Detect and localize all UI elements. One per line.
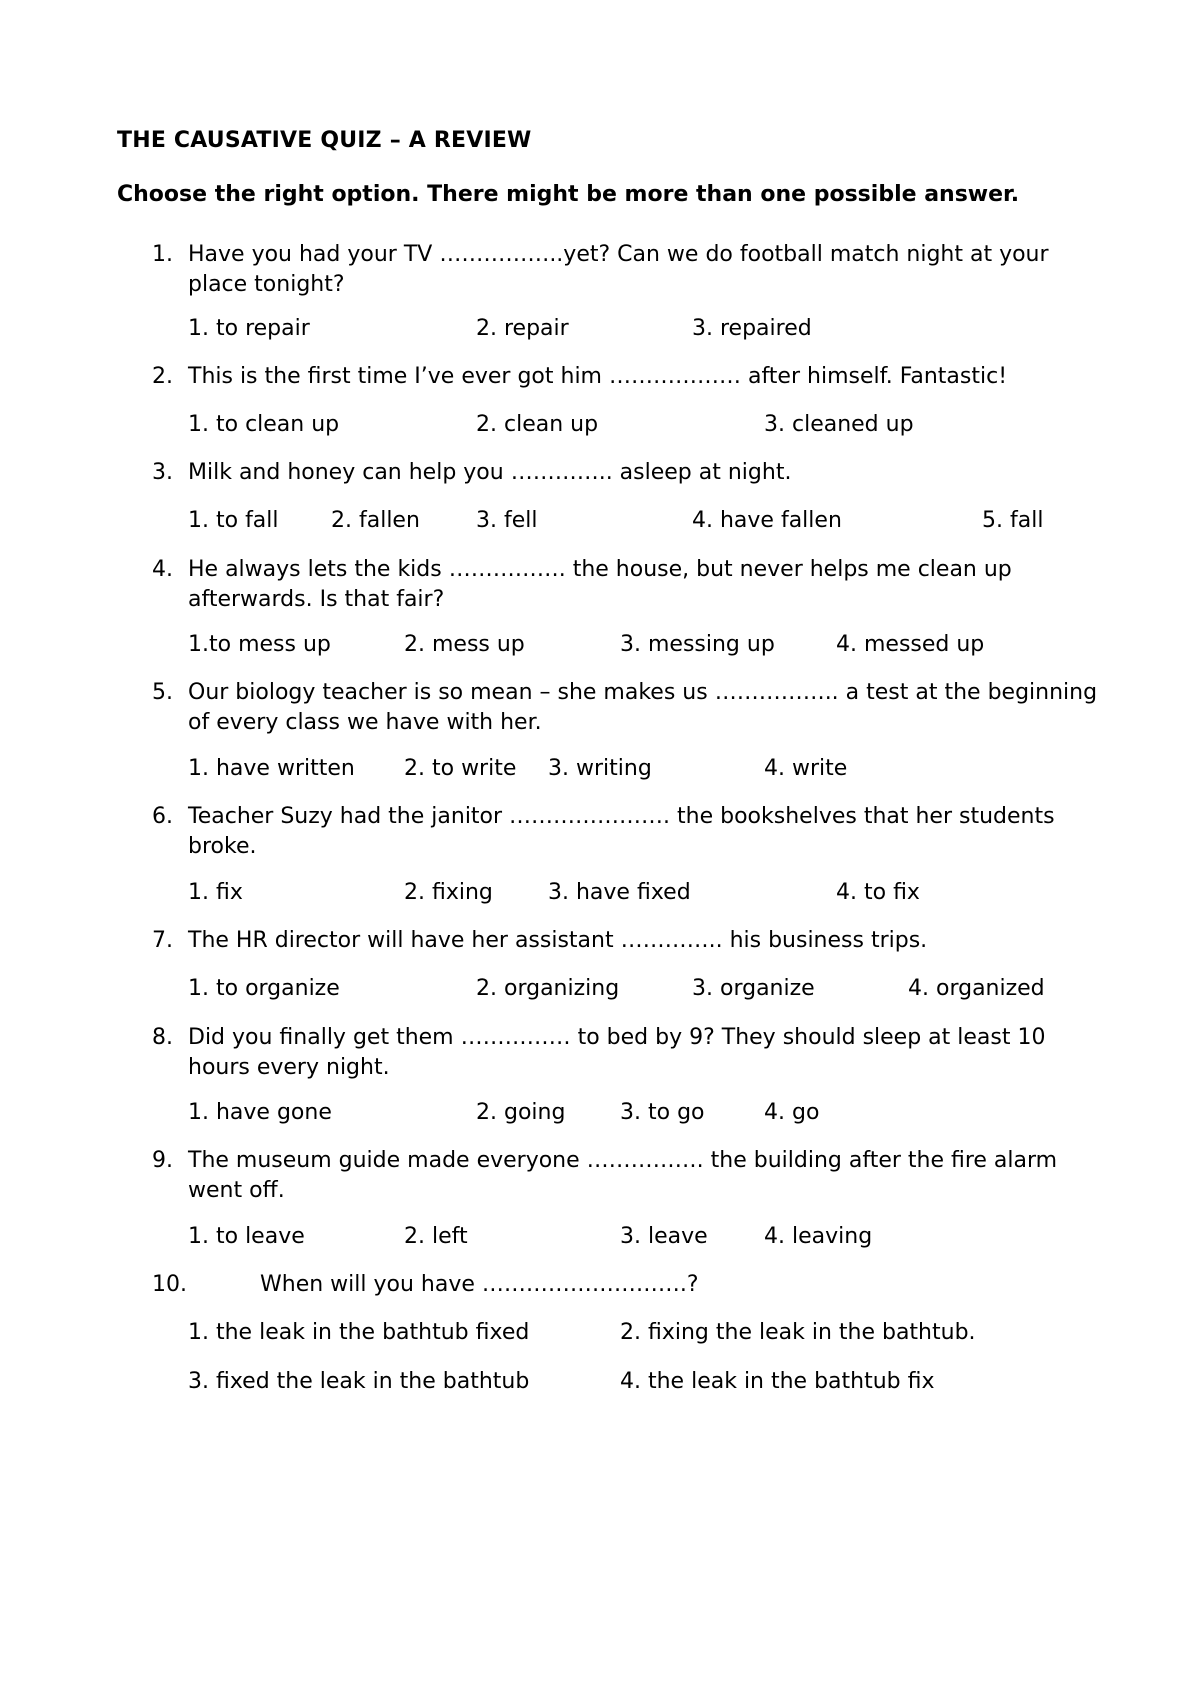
question-number: 8. [152, 1025, 173, 1050]
option-2: 2. fallen [331, 508, 420, 533]
option-4: 4. to fix [836, 880, 920, 905]
option-4: 4. have fallen [692, 508, 842, 533]
option-3: 3. cleaned up [764, 412, 914, 437]
option-3: 3. have fixed [548, 880, 691, 905]
option-2: 2. organizing [476, 976, 620, 1001]
option-3: 3. organize [692, 976, 815, 1001]
question-number: 1. [152, 242, 173, 267]
instructions: Choose the right option. There might be more than one possible answer. [117, 182, 1020, 207]
option-4: 4. write [764, 756, 848, 781]
question-text: When will you have ……………………….? [260, 1272, 699, 1297]
option-2: 2. left [404, 1224, 468, 1249]
page-title: THE CAUSATIVE QUIZ – A REVIEW [117, 128, 532, 153]
question-number: 2. [152, 364, 173, 389]
option-1: 1. to repair [188, 316, 310, 341]
question-number: 10. [152, 1272, 187, 1297]
option-2: 2. mess up [404, 632, 525, 657]
question-text: The HR director will have her assistant ………….. his business trips. [188, 928, 928, 953]
option-2: 2. fixing the leak in the bathtub. [620, 1320, 976, 1345]
option-3: 3. fell [476, 508, 538, 533]
option-1: 1. to fall [188, 508, 279, 533]
option-5: 5. fall [982, 508, 1044, 533]
option-1: 1. have gone [188, 1100, 332, 1125]
option-2: 2. clean up [476, 412, 599, 437]
option-4: 4. the leak in the bathtub fix [620, 1369, 935, 1394]
option-1: 1. to leave [188, 1224, 305, 1249]
question-number: 5. [152, 680, 173, 705]
question-text: This is the first time I’ve ever got him ……………… after himself. Fantastic! [188, 364, 1008, 389]
question-text: Did you finally get them …………… to bed by 9? They should sleep at least 10 hours every night. [188, 1025, 1046, 1080]
question-text: Teacher Suzy had the janitor …………………. the bookshelves that her students broke. [188, 804, 1055, 859]
option-3: 3. leave [620, 1224, 708, 1249]
question-text: Have you had your TV ……………..yet? Can we do football match night at your place tonight? [188, 242, 1049, 297]
option-1: 1. fix [188, 880, 243, 905]
question-number: 7. [152, 928, 173, 953]
option-4: 4. messed up [836, 632, 985, 657]
option-3: 3. repaired [692, 316, 812, 341]
question-number: 9. [152, 1148, 173, 1173]
question-number: 6. [152, 804, 173, 829]
question-text: He always lets the kids ……………. the house, but never helps me clean up afterwards. Is that fair? [188, 557, 1012, 612]
question-number: 3. [152, 460, 173, 485]
option-2: 2. going [476, 1100, 566, 1125]
option-1: 1. to clean up [188, 412, 340, 437]
question-text: Milk and honey can help you ………….. asleep at night. [188, 460, 792, 485]
option-1: 1. to organize [188, 976, 340, 1001]
question-number: 4. [152, 557, 173, 582]
option-1: 1.to mess up [188, 632, 331, 657]
option-2: 2. to write [404, 756, 517, 781]
question-text: The museum guide made everyone ……………. the building after the fire alarm went off. [188, 1148, 1058, 1203]
option-4: 4. go [764, 1100, 820, 1125]
option-3: 3. fixed the leak in the bathtub [188, 1369, 530, 1394]
option-1: 1. have written [188, 756, 355, 781]
option-4: 4. organized [908, 976, 1045, 1001]
option-1: 1. the leak in the bathtub fixed [188, 1320, 530, 1345]
question-text: Our biology teacher is so mean – she makes us …………….. a test at the beginning of every class we have with her. [188, 680, 1098, 735]
option-3: 3. writing [548, 756, 652, 781]
option-3: 3. to go [620, 1100, 705, 1125]
option-2: 2. fixing [404, 880, 493, 905]
option-3: 3. messing up [620, 632, 775, 657]
option-4: 4. leaving [764, 1224, 873, 1249]
option-2: 2. repair [476, 316, 569, 341]
